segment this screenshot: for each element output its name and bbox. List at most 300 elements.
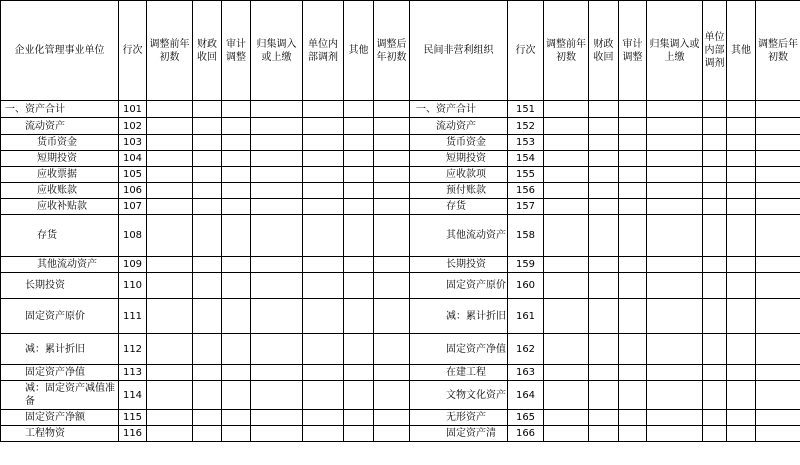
right-value-cell[interactable] xyxy=(756,215,800,257)
right-value-cell[interactable] xyxy=(756,381,800,410)
left-value-cell[interactable] xyxy=(147,426,193,442)
left-row-number: 113 xyxy=(119,365,147,381)
left-item-label: 应收账款 xyxy=(1,183,119,199)
left-value-cell[interactable] xyxy=(303,257,344,273)
right-value-cell[interactable] xyxy=(589,299,619,334)
left-value-cell[interactable] xyxy=(193,183,222,199)
left-value-cell[interactable] xyxy=(193,101,222,118)
right-value-cell[interactable] xyxy=(544,299,589,334)
left-value-cell[interactable] xyxy=(147,381,193,410)
left-row-number: 116 xyxy=(119,426,147,442)
left-row-number: 110 xyxy=(119,273,147,299)
right-value-cell[interactable] xyxy=(647,381,703,410)
left-value-cell[interactable] xyxy=(222,118,251,135)
left-value-cell[interactable] xyxy=(303,183,344,199)
left-value-cell[interactable] xyxy=(193,151,222,167)
internal-header: 单位内部调剂 xyxy=(303,1,344,101)
left-value-cell[interactable] xyxy=(147,334,193,365)
right-value-cell[interactable] xyxy=(756,167,800,183)
right-value-cell[interactable] xyxy=(589,365,619,381)
right-value-cell[interactable] xyxy=(544,101,589,118)
left-value-cell[interactable] xyxy=(374,215,410,257)
right-value-cell[interactable] xyxy=(544,215,589,257)
left-item-label: 应收票据 xyxy=(1,167,119,183)
right-value-cell[interactable] xyxy=(619,410,647,426)
left-value-cell[interactable] xyxy=(251,426,303,442)
table-row xyxy=(1,101,800,118)
right-value-cell[interactable] xyxy=(703,257,727,273)
left-value-cell[interactable] xyxy=(222,410,251,426)
left-value-cell[interactable] xyxy=(222,199,251,215)
right-value-cell[interactable] xyxy=(619,426,647,442)
right-value-cell[interactable] xyxy=(619,381,647,410)
left-value-cell[interactable] xyxy=(193,215,222,257)
right-value-cell[interactable] xyxy=(703,273,727,299)
left-value-cell[interactable] xyxy=(374,381,410,410)
right-value-cell[interactable] xyxy=(727,410,756,426)
audit-header: 审计调整 xyxy=(222,1,251,101)
other-header: 其他 xyxy=(344,1,374,101)
right-value-cell[interactable] xyxy=(589,135,619,151)
right-value-cell[interactable] xyxy=(647,410,703,426)
right-row-number: 155 xyxy=(508,167,544,183)
left-value-cell[interactable] xyxy=(251,381,303,410)
table-row xyxy=(1,273,800,299)
left-value-cell[interactable] xyxy=(344,334,374,365)
right-item-label: 固定资产原价 xyxy=(410,273,508,299)
left-row-number: 111 xyxy=(119,299,147,334)
right-value-cell[interactable] xyxy=(619,273,647,299)
left-value-cell[interactable] xyxy=(251,183,303,199)
left-value-cell[interactable] xyxy=(374,257,410,273)
right-value-cell[interactable] xyxy=(544,199,589,215)
right-item-label: 存货 xyxy=(410,199,508,215)
left-value-cell[interactable] xyxy=(344,215,374,257)
right-value-cell[interactable] xyxy=(647,365,703,381)
left-value-cell[interactable] xyxy=(344,101,374,118)
left-value-cell[interactable] xyxy=(193,118,222,135)
left-value-cell[interactable] xyxy=(344,410,374,426)
right-item-label: 短期投资 xyxy=(410,151,508,167)
left-value-cell[interactable] xyxy=(344,381,374,410)
right-value-cell[interactable] xyxy=(647,118,703,135)
left-value-cell[interactable] xyxy=(344,299,374,334)
table-row xyxy=(1,183,800,199)
right-value-cell[interactable] xyxy=(647,334,703,365)
right-value-cell[interactable] xyxy=(727,151,756,167)
left-value-cell[interactable] xyxy=(251,334,303,365)
right-value-cell[interactable] xyxy=(756,365,800,381)
left-item-label: 短期投资 xyxy=(1,151,119,167)
right-value-cell[interactable] xyxy=(727,273,756,299)
left-value-cell[interactable] xyxy=(374,135,410,151)
left-value-cell[interactable] xyxy=(303,135,344,151)
collect-header-right: 归集调入或上缴 xyxy=(647,1,703,101)
left-value-cell[interactable] xyxy=(193,167,222,183)
right-value-cell[interactable] xyxy=(647,167,703,183)
table-row xyxy=(1,410,800,426)
right-value-cell[interactable] xyxy=(727,426,756,442)
right-value-cell[interactable] xyxy=(756,135,800,151)
left-item-label: 减：累计折旧 xyxy=(1,334,119,365)
adj-begin-header-right: 调整前年初数 xyxy=(544,1,589,101)
right-title-header: 民间非营利组织 xyxy=(410,1,508,101)
left-value-cell[interactable] xyxy=(374,334,410,365)
right-value-cell[interactable] xyxy=(727,365,756,381)
right-value-cell[interactable] xyxy=(544,426,589,442)
left-value-cell[interactable] xyxy=(374,299,410,334)
left-value-cell[interactable] xyxy=(251,299,303,334)
left-value-cell[interactable] xyxy=(344,135,374,151)
right-value-cell[interactable] xyxy=(544,167,589,183)
right-value-cell[interactable] xyxy=(703,215,727,257)
right-value-cell[interactable] xyxy=(703,135,727,151)
left-value-cell[interactable] xyxy=(344,273,374,299)
left-value-cell[interactable] xyxy=(374,199,410,215)
right-value-cell[interactable] xyxy=(703,426,727,442)
right-value-cell[interactable] xyxy=(703,334,727,365)
right-value-cell[interactable] xyxy=(589,199,619,215)
right-value-cell[interactable] xyxy=(727,135,756,151)
left-item-label: 固定资产原价 xyxy=(1,299,119,334)
right-value-cell[interactable] xyxy=(589,381,619,410)
right-value-cell[interactable] xyxy=(619,257,647,273)
right-value-cell[interactable] xyxy=(727,215,756,257)
right-value-cell[interactable] xyxy=(647,151,703,167)
left-value-cell[interactable] xyxy=(374,365,410,381)
right-value-cell[interactable] xyxy=(544,135,589,151)
right-value-cell[interactable] xyxy=(589,167,619,183)
right-value-cell[interactable] xyxy=(703,381,727,410)
right-value-cell[interactable] xyxy=(544,273,589,299)
left-value-cell[interactable] xyxy=(222,365,251,381)
left-value-cell[interactable] xyxy=(303,118,344,135)
right-value-cell[interactable] xyxy=(619,199,647,215)
right-value-cell[interactable] xyxy=(589,101,619,118)
left-value-cell[interactable] xyxy=(251,151,303,167)
internal-header-right: 单位内部调剂 xyxy=(703,1,727,101)
left-value-cell[interactable] xyxy=(374,151,410,167)
right-value-cell[interactable] xyxy=(756,101,800,118)
left-value-cell[interactable] xyxy=(222,381,251,410)
left-value-cell[interactable] xyxy=(147,183,193,199)
right-value-cell[interactable] xyxy=(756,257,800,273)
right-value-cell[interactable] xyxy=(703,410,727,426)
left-value-cell[interactable] xyxy=(147,118,193,135)
right-value-cell[interactable] xyxy=(619,101,647,118)
left-value-cell[interactable] xyxy=(147,273,193,299)
left-value-cell[interactable] xyxy=(222,426,251,442)
left-item-label: 存货 xyxy=(1,215,119,257)
right-row-number: 153 xyxy=(508,135,544,151)
left-value-cell[interactable] xyxy=(374,101,410,118)
left-value-cell[interactable] xyxy=(222,183,251,199)
left-value-cell[interactable] xyxy=(303,426,344,442)
right-value-cell[interactable] xyxy=(703,167,727,183)
right-value-cell[interactable] xyxy=(647,426,703,442)
right-value-cell[interactable] xyxy=(647,183,703,199)
left-value-cell[interactable] xyxy=(344,183,374,199)
right-value-cell[interactable] xyxy=(727,183,756,199)
right-value-cell[interactable] xyxy=(589,183,619,199)
left-value-cell[interactable] xyxy=(251,365,303,381)
right-value-cell[interactable] xyxy=(647,215,703,257)
right-row-number: 162 xyxy=(508,334,544,365)
left-value-cell[interactable] xyxy=(251,257,303,273)
right-value-cell[interactable] xyxy=(756,334,800,365)
right-value-cell[interactable] xyxy=(756,151,800,167)
right-value-cell[interactable] xyxy=(619,334,647,365)
right-value-cell[interactable] xyxy=(727,381,756,410)
left-value-cell[interactable] xyxy=(193,257,222,273)
left-value-cell[interactable] xyxy=(193,199,222,215)
left-value-cell[interactable] xyxy=(303,215,344,257)
left-value-cell[interactable] xyxy=(147,365,193,381)
left-value-cell[interactable] xyxy=(344,426,374,442)
left-value-cell[interactable] xyxy=(303,334,344,365)
left-value-cell[interactable] xyxy=(374,167,410,183)
right-value-cell[interactable] xyxy=(647,273,703,299)
right-value-cell[interactable] xyxy=(619,365,647,381)
left-value-cell[interactable] xyxy=(147,257,193,273)
fiscal-header-right: 财政收回 xyxy=(589,1,619,101)
table-row xyxy=(1,135,800,151)
right-value-cell[interactable] xyxy=(703,199,727,215)
left-value-cell[interactable] xyxy=(374,410,410,426)
right-value-cell[interactable] xyxy=(647,199,703,215)
right-value-cell[interactable] xyxy=(756,410,800,426)
left-value-cell[interactable] xyxy=(193,410,222,426)
left-value-cell[interactable] xyxy=(193,426,222,442)
right-value-cell[interactable] xyxy=(589,426,619,442)
table-row xyxy=(1,299,800,334)
left-value-cell[interactable] xyxy=(374,273,410,299)
audit-header-right: 审计调整 xyxy=(619,1,647,101)
left-row-number: 115 xyxy=(119,410,147,426)
right-value-cell[interactable] xyxy=(619,118,647,135)
left-row-number: 107 xyxy=(119,199,147,215)
left-value-cell[interactable] xyxy=(193,135,222,151)
collect-header: 归集调入或上缴 xyxy=(251,1,303,101)
left-row-number: 105 xyxy=(119,167,147,183)
right-value-cell[interactable] xyxy=(544,118,589,135)
right-value-cell[interactable] xyxy=(544,381,589,410)
left-value-cell[interactable] xyxy=(222,167,251,183)
right-value-cell[interactable] xyxy=(647,101,703,118)
left-value-cell[interactable] xyxy=(303,167,344,183)
left-value-cell[interactable] xyxy=(251,273,303,299)
left-value-cell[interactable] xyxy=(193,273,222,299)
right-value-cell[interactable] xyxy=(727,299,756,334)
left-title-header: 企业化管理事业单位 xyxy=(1,1,119,101)
left-value-cell[interactable] xyxy=(344,365,374,381)
right-value-cell[interactable] xyxy=(589,273,619,299)
right-value-cell[interactable] xyxy=(589,257,619,273)
left-value-cell[interactable] xyxy=(374,118,410,135)
table-row xyxy=(1,334,800,365)
table-row xyxy=(1,199,800,215)
left-row-number: 112 xyxy=(119,334,147,365)
left-value-cell[interactable] xyxy=(193,365,222,381)
table-row xyxy=(1,215,800,257)
left-value-cell[interactable] xyxy=(344,167,374,183)
row-no-header-right: 行次 xyxy=(508,1,544,101)
right-value-cell[interactable] xyxy=(544,410,589,426)
left-value-cell[interactable] xyxy=(222,215,251,257)
right-value-cell[interactable] xyxy=(544,183,589,199)
table-row xyxy=(1,426,800,442)
table-row xyxy=(1,118,800,135)
left-value-cell[interactable] xyxy=(222,257,251,273)
left-row-number: 104 xyxy=(119,151,147,167)
left-value-cell[interactable] xyxy=(303,273,344,299)
left-value-cell[interactable] xyxy=(303,410,344,426)
left-value-cell[interactable] xyxy=(222,151,251,167)
right-value-cell[interactable] xyxy=(647,299,703,334)
right-value-cell[interactable] xyxy=(589,151,619,167)
right-value-cell[interactable] xyxy=(703,183,727,199)
left-item-label: 其他流动资产 xyxy=(1,257,119,273)
right-value-cell[interactable] xyxy=(619,167,647,183)
right-value-cell[interactable] xyxy=(756,273,800,299)
right-item-label: 在建工程 xyxy=(410,365,508,381)
left-value-cell[interactable] xyxy=(374,426,410,442)
left-value-cell[interactable] xyxy=(222,101,251,118)
left-value-cell[interactable] xyxy=(344,118,374,135)
right-row-number: 156 xyxy=(508,183,544,199)
left-value-cell[interactable] xyxy=(303,365,344,381)
right-value-cell[interactable] xyxy=(756,299,800,334)
right-value-cell[interactable] xyxy=(589,410,619,426)
right-row-number: 152 xyxy=(508,118,544,135)
right-value-cell[interactable] xyxy=(703,151,727,167)
right-value-cell[interactable] xyxy=(589,334,619,365)
left-item-label: 一、资产合计 xyxy=(1,101,119,118)
table-row xyxy=(1,381,800,410)
left-value-cell[interactable] xyxy=(344,199,374,215)
table-row xyxy=(1,151,800,167)
right-row-number: 151 xyxy=(508,101,544,118)
left-value-cell[interactable] xyxy=(344,257,374,273)
left-value-cell[interactable] xyxy=(251,101,303,118)
left-value-cell[interactable] xyxy=(147,410,193,426)
right-value-cell[interactable] xyxy=(727,334,756,365)
table-body xyxy=(1,101,800,442)
left-value-cell[interactable] xyxy=(193,299,222,334)
left-value-cell[interactable] xyxy=(251,118,303,135)
left-value-cell[interactable] xyxy=(303,299,344,334)
other-header-right: 其他 xyxy=(727,1,756,101)
table-row xyxy=(1,257,800,273)
right-value-cell[interactable] xyxy=(619,215,647,257)
left-value-cell[interactable] xyxy=(344,151,374,167)
right-value-cell[interactable] xyxy=(619,299,647,334)
right-value-cell[interactable] xyxy=(619,183,647,199)
left-value-cell[interactable] xyxy=(251,410,303,426)
right-value-cell[interactable] xyxy=(727,167,756,183)
left-value-cell[interactable] xyxy=(147,167,193,183)
row-no-header: 行次 xyxy=(119,1,147,101)
right-value-cell[interactable] xyxy=(756,426,800,442)
right-value-cell[interactable] xyxy=(544,257,589,273)
left-row-number: 109 xyxy=(119,257,147,273)
left-item-label: 货币资金 xyxy=(1,135,119,151)
left-item-label: 固定资产净额 xyxy=(1,410,119,426)
left-value-cell[interactable] xyxy=(251,167,303,183)
right-value-cell[interactable] xyxy=(703,299,727,334)
left-row-number: 102 xyxy=(119,118,147,135)
left-value-cell[interactable] xyxy=(303,151,344,167)
left-item-label: 固定资产净值 xyxy=(1,365,119,381)
left-value-cell[interactable] xyxy=(251,215,303,257)
left-value-cell[interactable] xyxy=(222,299,251,334)
table-row xyxy=(1,365,800,381)
left-item-label: 应收补贴款 xyxy=(1,199,119,215)
left-value-cell[interactable] xyxy=(193,381,222,410)
left-value-cell[interactable] xyxy=(251,135,303,151)
right-row-number: 154 xyxy=(508,151,544,167)
right-item-label: 长期投资 xyxy=(410,257,508,273)
left-value-cell[interactable] xyxy=(251,199,303,215)
left-value-cell[interactable] xyxy=(147,215,193,257)
left-item-label: 流动资产 xyxy=(1,118,119,135)
right-value-cell[interactable] xyxy=(544,334,589,365)
left-value-cell[interactable] xyxy=(193,334,222,365)
right-value-cell[interactable] xyxy=(619,135,647,151)
right-item-label: 文物文化资产 xyxy=(410,381,508,410)
right-value-cell[interactable] xyxy=(619,151,647,167)
right-value-cell[interactable] xyxy=(727,118,756,135)
right-row-number: 165 xyxy=(508,410,544,426)
left-value-cell[interactable] xyxy=(303,381,344,410)
right-value-cell[interactable] xyxy=(647,257,703,273)
right-row-number: 157 xyxy=(508,199,544,215)
left-value-cell[interactable] xyxy=(147,299,193,334)
right-value-cell[interactable] xyxy=(544,365,589,381)
right-value-cell[interactable] xyxy=(727,199,756,215)
left-value-cell[interactable] xyxy=(147,151,193,167)
right-value-cell[interactable] xyxy=(703,101,727,118)
right-item-label: 应收款项 xyxy=(410,167,508,183)
right-value-cell[interactable] xyxy=(703,118,727,135)
left-value-cell[interactable] xyxy=(303,199,344,215)
right-value-cell[interactable] xyxy=(703,365,727,381)
right-item-label: 一、资产合计 xyxy=(410,101,508,118)
right-value-cell[interactable] xyxy=(756,118,800,135)
left-value-cell[interactable] xyxy=(222,273,251,299)
left-value-cell[interactable] xyxy=(147,199,193,215)
right-value-cell[interactable] xyxy=(727,257,756,273)
right-row-number: 160 xyxy=(508,273,544,299)
left-value-cell[interactable] xyxy=(147,101,193,118)
right-value-cell[interactable] xyxy=(544,151,589,167)
right-value-cell[interactable] xyxy=(589,118,619,135)
right-value-cell[interactable] xyxy=(727,101,756,118)
right-item-label: 货币资金 xyxy=(410,135,508,151)
left-value-cell[interactable] xyxy=(147,135,193,151)
left-value-cell[interactable] xyxy=(222,334,251,365)
right-value-cell[interactable] xyxy=(756,183,800,199)
right-value-cell[interactable] xyxy=(589,215,619,257)
right-item-label: 固定资产净值 xyxy=(410,334,508,365)
left-value-cell[interactable] xyxy=(374,183,410,199)
left-value-cell[interactable] xyxy=(222,135,251,151)
right-value-cell[interactable] xyxy=(756,199,800,215)
left-value-cell[interactable] xyxy=(303,101,344,118)
header-row xyxy=(1,1,800,101)
right-value-cell[interactable] xyxy=(647,135,703,151)
right-row-number: 164 xyxy=(508,381,544,410)
